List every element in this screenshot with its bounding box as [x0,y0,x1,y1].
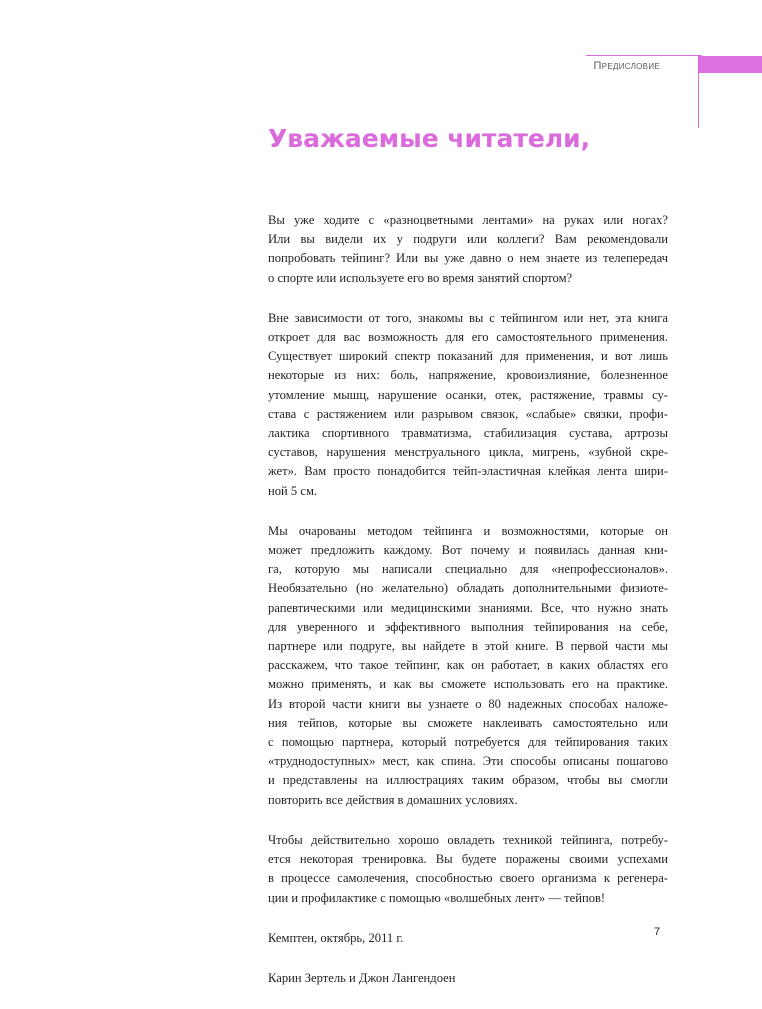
paragraph [268,211,668,288]
text-line: Вне зависимости от того, знакомы вы с тейпингом или нет, эта книга [268,310,668,325]
paragraph [268,309,668,501]
text-line: Чтобы действительно хорошо овладеть техникой тейпинга, потребу- [268,832,668,847]
text-line: суставов, нарушения менструального цикла, мигрень, «зубной скре- [268,445,668,460]
text-line: ния тейпов, которые вы сможете наклеивать самостоятельно или [268,715,668,730]
text-line: Необязательно (но желательно) обладать дополнительными физиоте- [268,581,668,596]
text-line: может предложить каждому. Вот почему и появилась данная кни- [268,543,668,558]
text-line: с помощью партнера, который потребуется для тейпирования таких [268,735,668,750]
text-line: лактика спортивного травматизма, стабилизация сустава, артрозы [268,426,668,441]
text-line: попробовать тейпинг? Или вы уже давно о нем знаете из телепередач [268,251,668,266]
text-line: Из второй части книги вы узнаете о 80 надежных способах наложе- [268,696,668,711]
paragraph [268,831,668,908]
page-number: 7 [654,926,661,938]
body-text [268,211,668,1009]
text-line: некоторые из них: боль, напряжение, кровоизлияние, болезненное [268,368,668,383]
text-line: Карин Зертель и Джон Лангендоен [268,970,456,985]
page-title: Уважаемые читатели, [268,124,591,153]
paragraph [268,929,668,948]
text-line: можно применять, и как вы сможете использовать его на практике. [268,677,668,692]
text-line: расскажем, что такое тейпинг, как он работает, в каких областях его [268,658,668,673]
text-line: Кемптен, октябрь, 2011 г. [268,930,404,945]
text-line: повторить все действия в домашних условиях. [268,792,518,807]
text-line: става с растяжением или разрывом связок, «слабые» связки, профи- [268,406,668,421]
text-line: Мы очарованы методом тейпинга и возможностями, которые он [268,523,668,538]
text-line: «труднодоступных» мест, как спина. Эти способы описаны пошагово [268,754,668,769]
text-line: ной 5 см. [268,483,318,498]
text-line: откроет для вас возможность для его самостоятельного применения. [268,330,668,345]
paragraph [268,522,668,810]
text-line: для уверенного и эффективного выполния тейпирования на себе, [268,619,668,634]
text-line: ции и профилактике с помощью «волшебных лент» — тейпов! [268,890,606,905]
text-line: в процессе самолечения, способностью своего организма к регенера- [268,871,668,886]
text-line: партнере или подруге, вы найдете в этой книге. В первой части мы [268,639,668,654]
paragraph [268,969,668,988]
text-line: га, которую мы написали специально для «непрофессионалов». [268,562,668,577]
text-line: Вы уже ходите с «разноцветными лентами» на руках или ногах? [268,213,668,227]
text-line: Или вы видели их у подруги или коллеги? Вам рекомендовали [268,232,668,247]
header-rule [586,55,702,56]
text-line: утомление мышц, нарушение осанки, отек, растяжение, травмы су- [268,387,668,402]
text-line: рапевтическими или медицинскими знаниями. Все, что нужно знать [268,600,668,615]
section-label: Предисловие [593,60,660,72]
text-line: о спорте или используете его во время занятий спортом? [268,270,573,285]
text-line: жет». Вам просто понадобится тейп-эластичная клейкая лента шири- [268,464,668,479]
header-accent-bar [699,56,762,73]
text-line: и представлены на иллюстрациях таким образом, чтобы вы смогли [268,773,668,788]
text-line: ется некоторая тренировка. Вы будете поражены своими успехами [268,852,668,867]
text-line: Существует широкий спектр показаний для применения, и вот лишь [268,349,668,364]
